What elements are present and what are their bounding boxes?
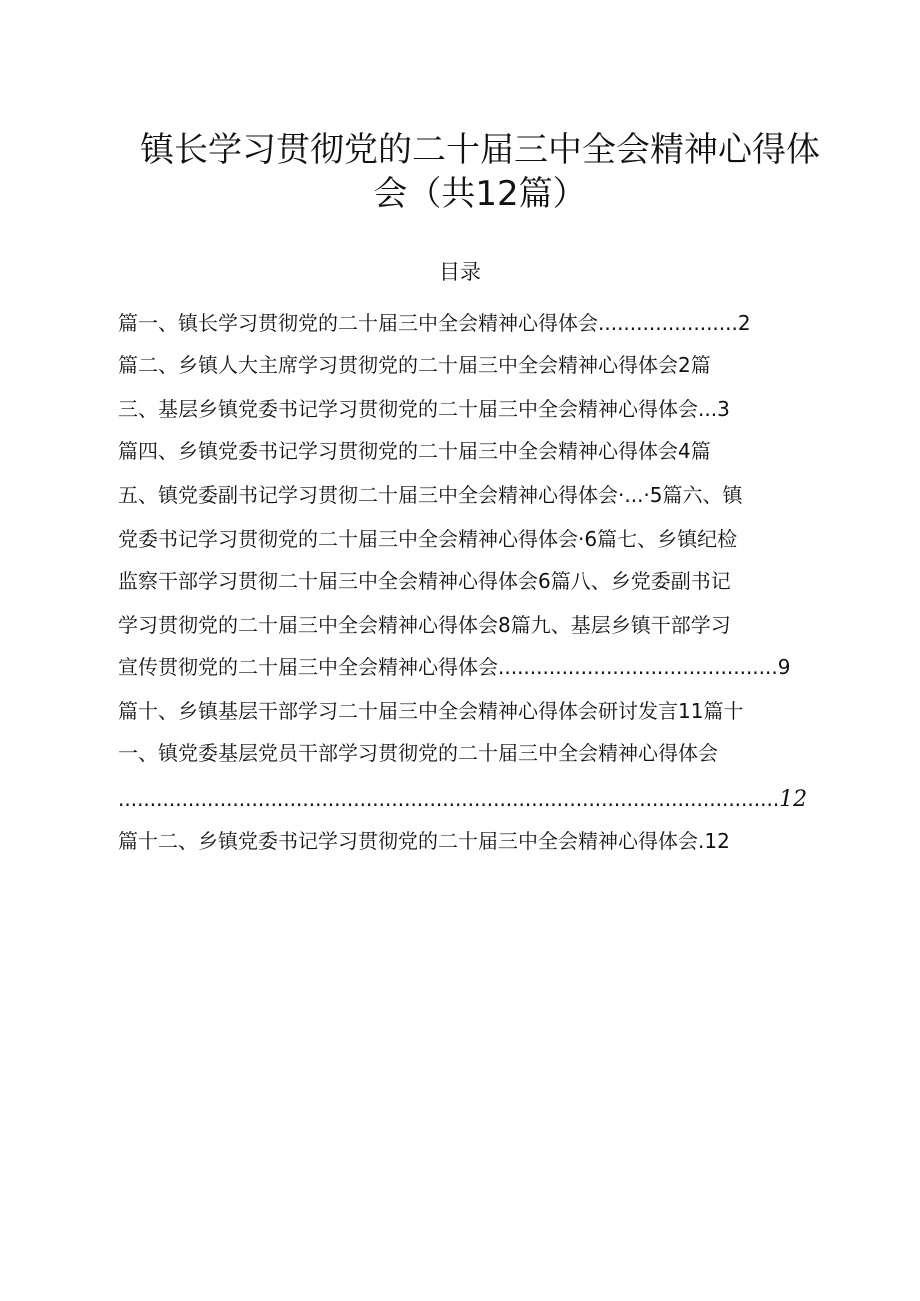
toc-line-8: 学习贯彻党的二十届三中全会精神心得体会8篇九、基层乡镇干部学习 xyxy=(118,613,731,637)
toc-line-12-page: 12 xyxy=(779,787,808,812)
toc-line-5: 五、镇党委副书记学习贯彻二十届三中全会精神心得体会·...·5篇六、镇 xyxy=(118,483,743,507)
toc-line-4: 篇四、乡镇党委书记学习贯彻党的二十届三中全会精神心得体会4篇 xyxy=(118,439,711,463)
document-title-line-1: 镇长学习贯彻党的二十届三中全会精神心得体 xyxy=(140,130,820,170)
toc-line-12-leader: ........................................................................................................ xyxy=(118,787,780,811)
toc-line-7: 监察干部学习贯彻二十届三中全会精神心得体会6篇八、乡党委副书记 xyxy=(118,569,731,593)
toc-line-3: 三、基层乡镇党委书记学习贯彻党的二十届三中全会精神心得体会...3 xyxy=(118,397,730,421)
toc-line-12 xyxy=(118,785,807,814)
toc-line-13: 篇十二、乡镇党委书记学习贯彻党的二十届三中全会精神心得体会.12 xyxy=(118,829,730,853)
toc-line-9: 宣传贯彻党的二十届三中全会精神心得体会............................................9 xyxy=(118,655,791,679)
toc-line-6: 党委书记学习贯彻党的二十届三中全会精神心得体会·6篇七、乡镇纪检 xyxy=(118,527,738,551)
document-title-line-2: 会（共12篇） xyxy=(373,174,587,214)
toc-line-2: 篇二、乡镇人大主席学习贯彻党的二十届三中全会精神心得体会2篇 xyxy=(118,353,711,377)
toc-line-10: 篇十、乡镇基层干部学习二十届三中全会精神心得体会研讨发言11篇十 xyxy=(118,699,744,723)
toc-line-11: 一、镇党委基层党员干部学习贯彻党的二十届三中全会精神心得体会 xyxy=(118,741,718,765)
toc-heading: 目录 xyxy=(439,260,481,284)
toc-line-1: 篇一、镇长学习贯彻党的二十届三中全会精神心得体会......................2 xyxy=(118,311,751,335)
